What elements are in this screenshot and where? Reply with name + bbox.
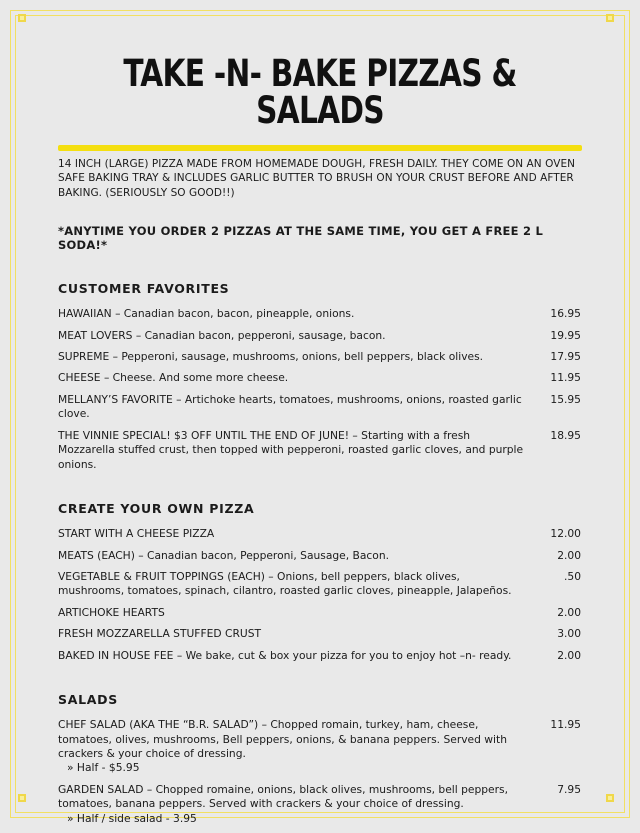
menu-item: [58, 429, 582, 472]
menu-item-price: 2.00: [557, 548, 581, 562]
menu-item-description: SUPREME – Pepperoni, sausage, mushrooms, onions, bell peppers, black olives.: [58, 350, 484, 363]
menu-item-price: 3.00: [557, 627, 581, 641]
menu-item-price: .50: [564, 569, 581, 583]
menu-item: [58, 329, 582, 343]
section-title: CREATE YOUR OWN PIZZA: [58, 501, 255, 517]
menu-item-description: MEAT LOVERS – Canadian bacon, pepperoni, sausage, bacon.: [58, 328, 386, 342]
menu-item-description-block: [58, 718, 528, 776]
menu-item: [58, 549, 582, 563]
promo-text: *ANYTIME YOU ORDER 2 PIZZAS AT THE SAME TIME, YOU GET A FREE 2 L SODA!*: [58, 224, 544, 253]
menu-item-price: 11.95: [550, 718, 581, 732]
section-salads: [58, 692, 582, 826]
menu-item-description: HAWAIIAN – Canadian bacon, bacon, pineapple, onions.: [58, 307, 355, 321]
menu-item: [58, 783, 582, 826]
menu-item-description: MEATS (EACH) – Canadian bacon, Pepperoni, Sausage, Bacon.: [58, 548, 390, 562]
section-customer-favorites: [58, 281, 582, 472]
menu-item-price: 2.00: [557, 648, 581, 662]
corner-ornament: [606, 14, 614, 22]
menu-item: [58, 371, 582, 385]
intro-text: 14 INCH (LARGE) PIZZA MADE FROM HOMEMADE DOUGH, FRESH DAILY. THEY COME ON AN OVEN SAFE BAKING TRAY & INCLUDES GARLIC BUTTER TO BRUSH ON YOUR CRUST BEFORE AND AFTER BAKING. (SERIOUSLY SO GOOD!!): [58, 158, 576, 199]
menu-item-price: 17.95: [550, 350, 581, 363]
menu-item-description: START WITH A CHEESE PIZZA: [58, 527, 215, 541]
section-title: SALADS: [58, 692, 118, 708]
corner-ornament: [606, 794, 614, 802]
menu-item: [58, 350, 582, 364]
menu-item: [58, 527, 582, 541]
menu-item: [58, 649, 582, 663]
menu-item-description: FRESH MOZZARELLA STUFFED CRUST: [58, 627, 262, 641]
section-create-your-own-pizza: [58, 501, 582, 663]
menu-item-price: 2.00: [557, 605, 581, 619]
menu-item-description: MELLANY’S FAVORITE – Artichoke hearts, tomatoes, mushrooms, onions, roasted garlic clove.: [58, 392, 522, 421]
menu-item-price: 16.95: [550, 307, 581, 321]
menu-item-description: CHEESE – Cheese. And some more cheese.: [58, 371, 289, 385]
menu-item-price: 18.95: [550, 428, 581, 442]
menu-item-description: BAKED IN HOUSE FEE – We bake, cut & box your pizza for you to enjoy hot –n- ready.: [58, 648, 512, 662]
menu-item-price: 15.95: [550, 392, 581, 406]
menu-item-description: GARDEN SALAD – Chopped romaine, onions, black olives, mushrooms, bell peppers, tomatoes, banana peppers. Served with crackers & your choice of dressing.: [58, 782, 508, 811]
corner-ornament: [18, 14, 26, 22]
menu-item: [58, 627, 582, 641]
menu-item-description: VEGETABLE & FRUIT TOPPINGS (EACH) – Onions, bell peppers, black olives, mushrooms, tomatoes, spinach, cilantro, roasted garlic cloves, pineapple, Jalapeños.: [58, 569, 512, 598]
menu-item-price: 7.95: [557, 782, 581, 796]
menu-item-description: CHEF SALAD (AKA THE “B.R. SALAD”) – Chopped romain, turkey, ham, cheese, tomatoes, olives, mushrooms, Bell peppers, onions, & banana peppers. Served with crackers & your choice of dressing.: [58, 718, 507, 760]
title-underline: [58, 145, 582, 151]
menu-item-description-block: [58, 783, 528, 826]
menu-item: [58, 606, 582, 620]
corner-ornament: [18, 794, 26, 802]
menu-item: [58, 718, 582, 776]
section-title: CUSTOMER FAVORITES: [58, 281, 230, 297]
menu-item-description: THE VINNIE SPECIAL! $3 OFF UNTIL THE END OF JUNE! – Starting with a fresh Mozzarella stuffed crust, then topped with pepperoni, roasted garlic cloves, and purple onions.: [58, 428, 524, 471]
menu-title: TAKE -N- BAKE PIZZAS & SALADS: [123, 52, 517, 132]
menu-item-description: ARTICHOKE HEARTS: [58, 605, 165, 619]
menu-page: [58, 52, 582, 833]
menu-item-price: 12.00: [550, 527, 581, 541]
menu-item-price: 19.95: [550, 328, 581, 342]
menu-item: [58, 307, 582, 321]
menu-item: [58, 393, 582, 422]
menu-item-price: 11.95: [550, 371, 581, 385]
menu-item-subprice: » Half / side salad - 3.95: [67, 811, 197, 825]
menu-item: [58, 570, 582, 599]
menu-item-subprice: » Half - $5.95: [67, 761, 140, 775]
